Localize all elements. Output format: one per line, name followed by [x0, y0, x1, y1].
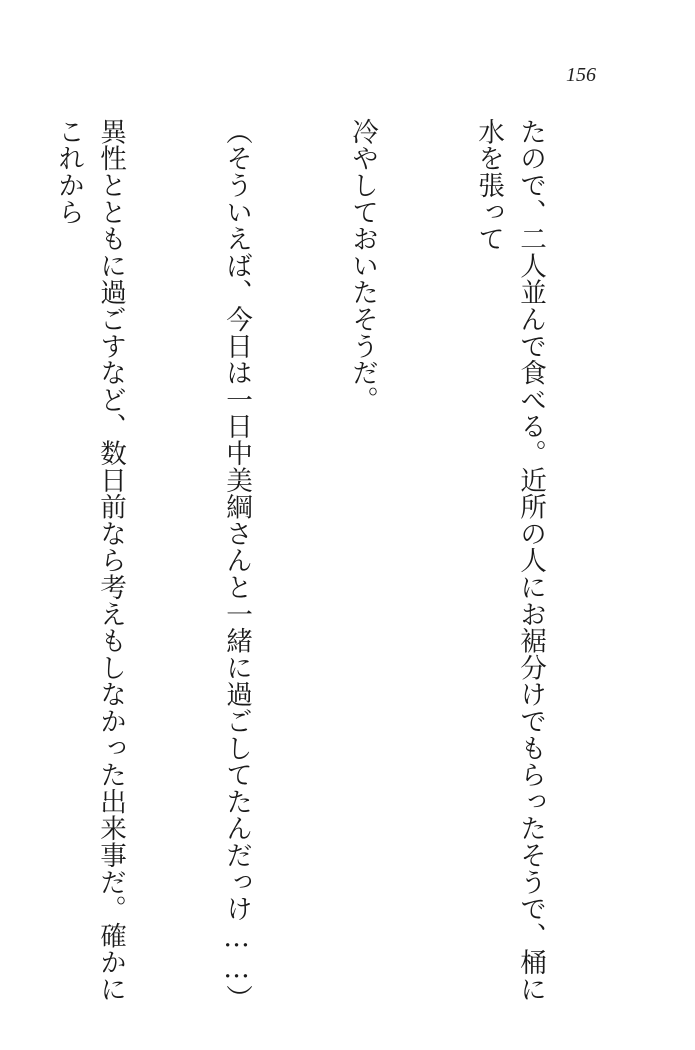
vertical-text-body [0, 118, 635, 1018]
page-number: 156 [566, 64, 596, 86]
text-line: たので、二人並んで食べる。近所の人にお裾分けでもらったそうで、桶に水を張って [473, 118, 546, 1003]
text-line: 冷やしておいたそうだ。 [347, 118, 378, 413]
text-line: （そういえば、今日は一日中美綱さんと一緒に過ごしてたんだっけ……） [221, 118, 252, 1012]
text-line: 異性とともに過ごすなど、数日前なら考えもしなかった出来事だ。確かにこれから [53, 118, 126, 1003]
